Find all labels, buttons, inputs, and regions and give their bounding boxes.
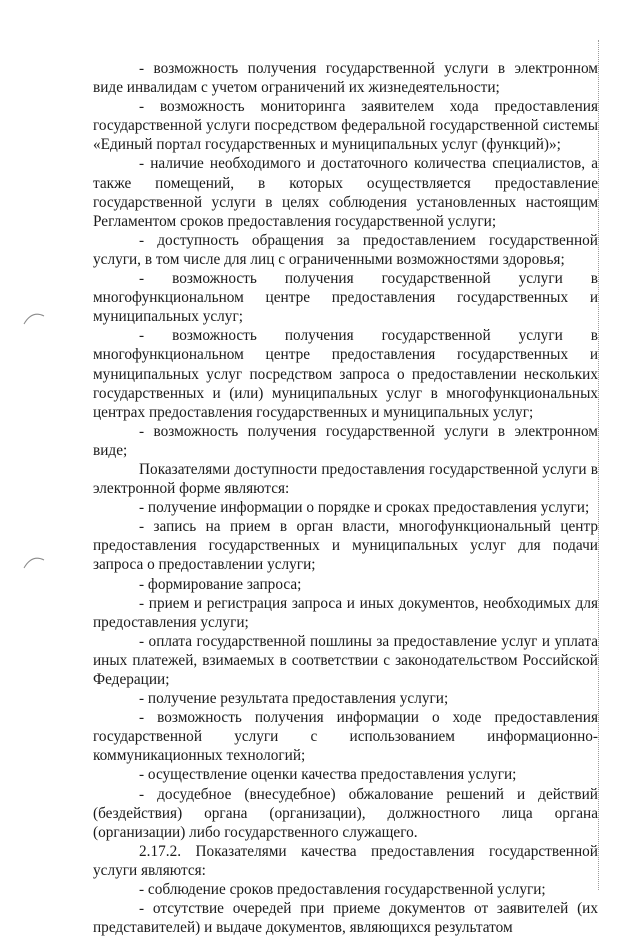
paragraph: - возможность получения государственной услуги в электронном виде; [93, 422, 598, 459]
paragraph: - получение информации о порядке и сроках предоставления услуги; [139, 499, 590, 517]
paragraph: - возможность получения информации о ходе предоставления государственной услуги с использованием информационно-коммуникационных технологий; [93, 709, 598, 765]
scan-margin-line [598, 40, 599, 890]
left-margin-hole-mark-top [22, 308, 46, 328]
paragraph: - отсутствие очередей при приеме документов от заявителей (их представителей) и выдаче документов, являющихся результатом [93, 900, 598, 937]
paragraph: - соблюдение сроков предоставления государственной услуги; [139, 881, 546, 899]
paragraph: - запись на прием в орган власти, многофункциональный центр предоставления государственных и муниципальных услуг для подачи запроса о предоставлении услуги; [93, 518, 598, 574]
paragraph: - досудебное (внесудебное) обжалование решений и действий (бездействия) органа (организации), должностного лица органа (организации) либо государственного служащего. [93, 785, 598, 841]
paragraph: - возможность получения государственной услуги в электронном виде инвалидам с учетом ограничений их жизнедеятельности; [93, 60, 598, 97]
paragraph: - доступность обращения за предоставлением государственной услуги, в том числе для лиц с ограниченными возможностями здоровья; [93, 231, 598, 268]
paragraph: - получение результата предоставления услуги; [139, 690, 449, 708]
paragraph: 2.17.2. Показателями качества предоставления государственной услуги являются: [93, 842, 598, 879]
left-margin-hole-mark-bottom [22, 552, 46, 572]
paragraph: - осуществление оценки качества предоставления услуги; [139, 766, 517, 784]
paragraph: - возможность мониторинга заявителем хода предоставления государственной услуги посредством федеральной государственной системы «Единый портал государственных и муниципальных услуг (функций)»; [93, 98, 598, 154]
paragraph: - возможность получения государственной услуги в многофункциональном центре предоставления государственных и муниципальных услуг; [93, 270, 598, 326]
document-body [93, 59, 598, 937]
paragraph: Показателями доступности предоставления государственной услуги в электронной форме являются: [93, 460, 598, 498]
paragraph: - возможность получения государственной услуги в многофункциональном центре предоставления государственных и муниципальных услуг посредством запроса о предоставлении нескольких государственных и (или) муниципальных услуг в многофункциональных центрах предоставления государственных и муниципальных услуг; [93, 327, 598, 421]
paragraph: - наличие необходимого и достаточного количества специалистов, а также помещений, в которых осуществляется предоставление государственной услуги в целях соблюдения установленных настоящим Регламентом сроков предоставления государственной услуги; [93, 155, 598, 230]
paragraph: - прием и регистрация запроса и иных документов, необходимых для предоставления услуги; [93, 594, 598, 631]
paragraph: - формирование запроса; [139, 575, 302, 593]
paragraph: - оплата государственной пошлины за предоставление услуг и уплата иных платежей, взимаемых в соответствии с законодательством Российской Федерации; [93, 632, 598, 688]
